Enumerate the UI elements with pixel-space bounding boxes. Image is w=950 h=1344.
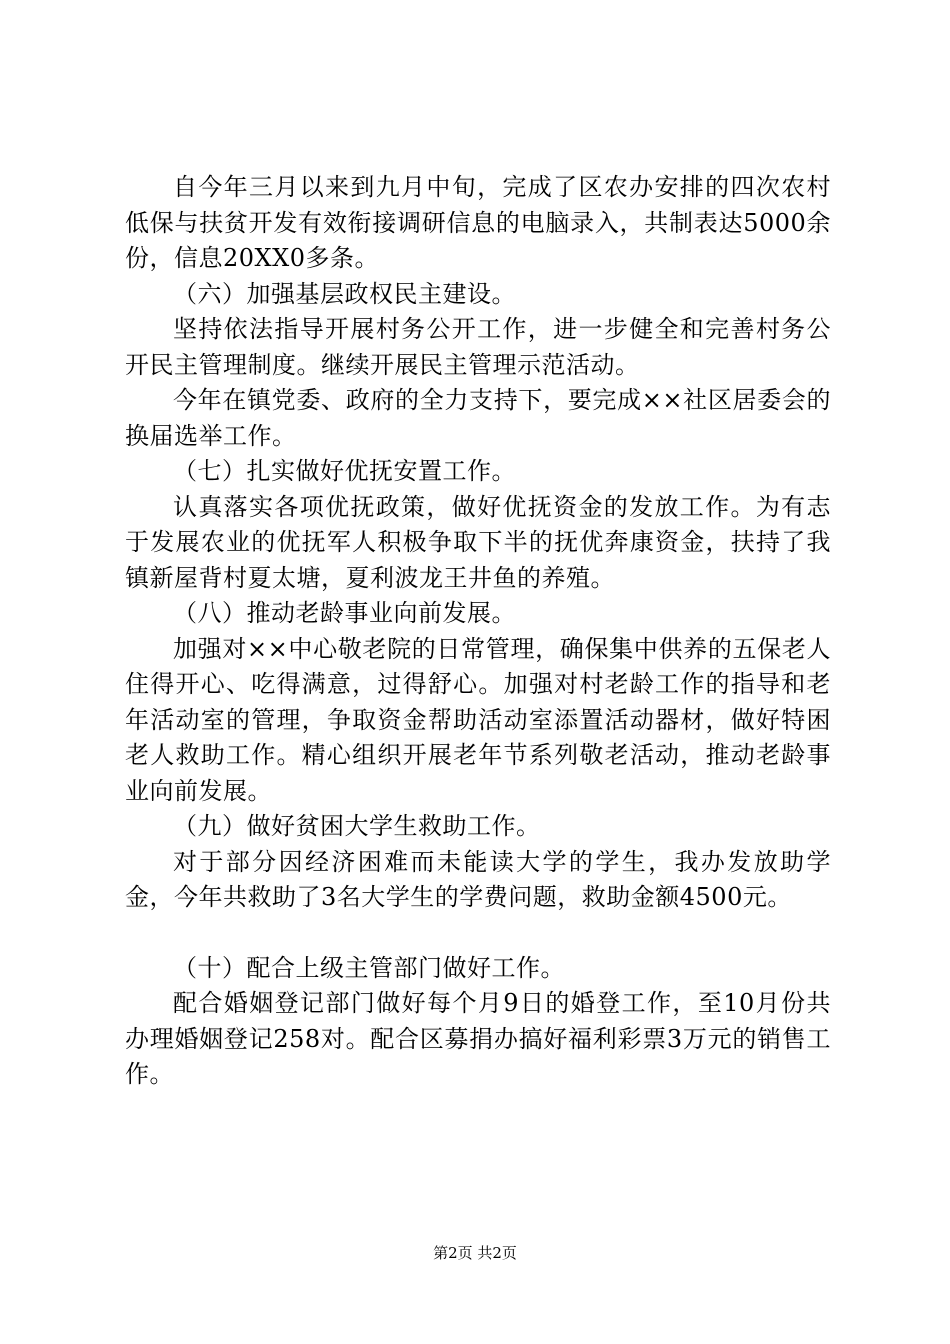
heading-section-10: （十）配合上级主管部门做好工作。 xyxy=(173,953,565,982)
heading-section-9: （九）做好贫困大学生救助工作。 xyxy=(173,812,541,840)
page-footer: 第2页 共2页 xyxy=(433,1244,517,1262)
paragraph-spacer xyxy=(125,916,831,951)
heading-section-6: （六）加强基层政权民主建设。 xyxy=(173,279,516,308)
paragraph-data-entry: 自今年三月以来到九月中旬，完成了区农办安排的四次农村低保与扶贫开发有效衔接调研信息的电脑录入，共制表达5000余份，信息20XX0多条。 xyxy=(125,173,831,272)
paragraph-preferential-care: 认真落实各项优抚政策，做好优抚资金的发放工作。为有志于发展农业的优抚军人积极争取下半的抚优奔康资金，扶持了我镇新屋背村夏太塘，夏利波龙王井鱼的养殖。 xyxy=(125,492,831,592)
paragraph-marriage-lottery: 配合婚姻登记部门做好每个月9日的婚登工作，至10月份共办理婚姻登记258对。配合区募捐办搞好福利彩票3万元的销售工作。 xyxy=(125,989,831,1088)
paragraph-student-aid: 对于部分因经济困难而未能读大学的学生，我办发放助学金，今年共救助了3名大学生的学费问题，救助金额4500元。 xyxy=(125,847,831,911)
document-body xyxy=(125,170,831,1093)
paragraph-election: 今年在镇党委、政府的全力支持下，要完成××社区居委会的换届选举工作。 xyxy=(125,386,831,450)
paragraph-elderly: 加强对××中心敬老院的日常管理，确保集中供养的五保老人住得开心、吃得满意，过得舒心。加强对村老龄工作的指导和老年活动室的管理，争取资金帮助活动室添置活动器材，做好特困老人救助工作。精心组织开展老年节系列敬老活动，推动老龄事业向前发展。 xyxy=(125,634,831,805)
heading-section-8: （八）推动老龄事业向前发展。 xyxy=(173,599,516,627)
paragraph-village-affairs: 坚持依法指导开展村务公开工作，进一步健全和完善村务公开民主管理制度。继续开展民主管理示范活动。 xyxy=(125,315,831,379)
heading-section-7: （七）扎实做好优抚安置工作。 xyxy=(173,457,516,485)
